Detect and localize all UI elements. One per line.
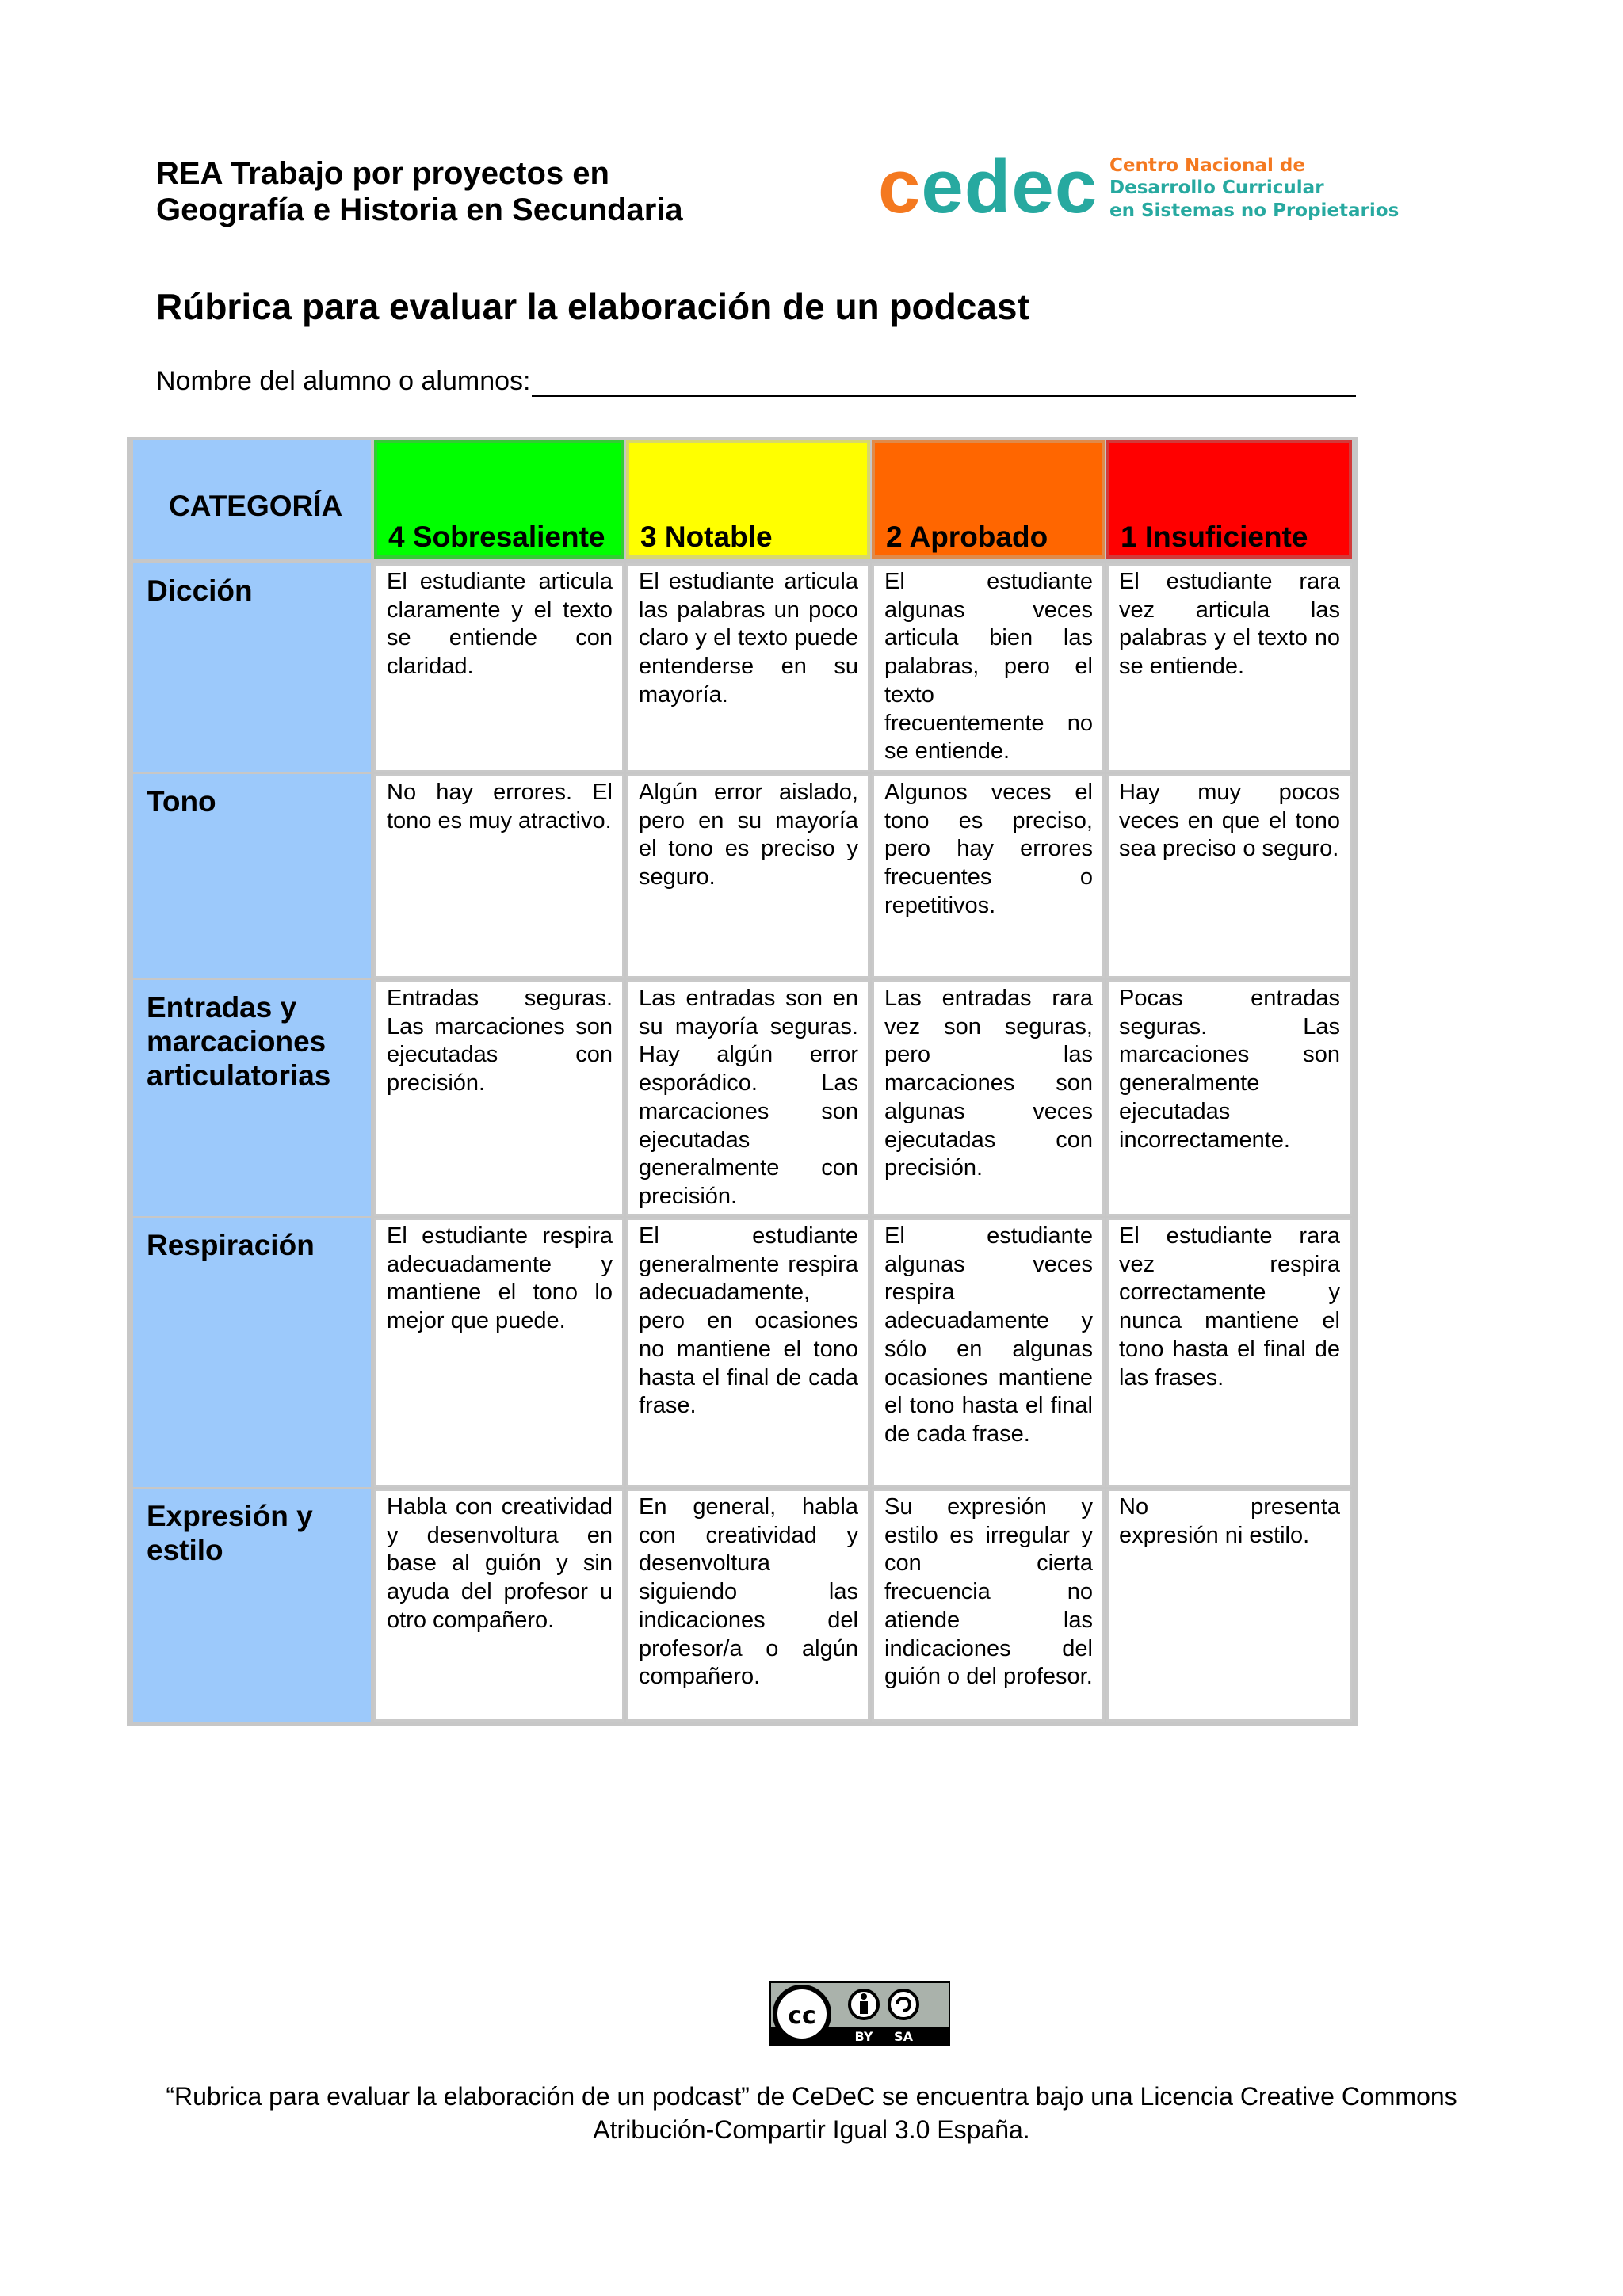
- category-name-cell: Tono: [133, 774, 371, 978]
- criterion-cell: El estudiante generalmente respira adecuadamente, pero en ocasiones no mantiene el tono hasta el final de cada frase.: [626, 1218, 870, 1487]
- criterion-cell: Habla con creatividad y desenvoltura en base al guión y sin ayuda del profesor u otro compañero.: [374, 1489, 624, 1722]
- category-header-cell: [133, 440, 371, 559]
- license-statement: “Rubrica para evaluar la elaboración de un podcast” de CeDeC se encuentra bajo una Licencia Creative Commons Atribución-Compartir Igual 3.0 España.: [166, 2082, 1457, 2144]
- cedec-logo: [878, 144, 1400, 229]
- criterion-cell: El estudiante respira adecuadamente y mantiene el tono lo mejor que puede.: [374, 1218, 624, 1487]
- svg-text:cc: cc: [788, 2002, 816, 2030]
- student-name-blank-line: [532, 368, 1356, 397]
- criterion-cell: Las entradas rara vez son seguras, pero las marcaciones son algunas veces ejecutadas con precisión.: [872, 980, 1105, 1216]
- criterion-cell: El estudiante algunas veces articula bien las palabras, pero el texto frecuentemente no se entiende.: [872, 563, 1105, 772]
- rubric-table: [127, 437, 1358, 1726]
- criterion-cell: No presenta expresión ni estilo.: [1106, 1489, 1352, 1722]
- cc-by-sa-badge: [770, 1982, 949, 2046]
- criterion-cell: En general, habla con creatividad y desenvoltura siguiendo las indicaciones del profesor/a o algún compañero.: [626, 1489, 870, 1722]
- logo-letter-c: c: [878, 144, 922, 229]
- criterion-cell: No hay errores. El tono es muy atractivo.: [374, 774, 624, 978]
- level-header-label: 3 Notable: [640, 521, 773, 553]
- criterion-cell: El estudiante rara vez articula las palabras y el texto no se entiende.: [1106, 563, 1352, 772]
- category-name-cell: Entradas y marcaciones articulatorias: [133, 980, 371, 1216]
- logo-letters-edec: edec: [921, 144, 1098, 229]
- criterion-cell: Algún error aislado, pero en su mayoría el tono es preciso y seguro.: [626, 774, 870, 978]
- category-header-label: CATEGORÍA: [169, 490, 343, 522]
- level-header-label: 1 Insuficiente: [1121, 521, 1308, 553]
- level-header-2: [626, 440, 870, 559]
- cedec-logo-wordmark: [878, 144, 1098, 229]
- course-title-line-1: REA Trabajo por proyectos en: [156, 156, 609, 191]
- svg-text:SA: SA: [894, 2029, 913, 2044]
- logo-sub-2: Desarrollo Curricular: [1109, 177, 1324, 198]
- category-name-cell: Dicción: [133, 563, 371, 772]
- criterion-cell: Hay muy pocos veces en que el tono sea preciso o seguro.: [1106, 774, 1352, 978]
- criterion-cell: Entradas seguras. Las marcaciones son ejecutadas con precisión.: [374, 980, 624, 1216]
- logo-sub-3: en Sistemas no Propietarios: [1109, 200, 1400, 221]
- svg-text:BY: BY: [854, 2029, 873, 2044]
- level-header-3: [872, 440, 1105, 559]
- criterion-cell: El estudiante articula claramente y el texto se entiende con claridad.: [374, 563, 624, 772]
- criterion-cell: Pocas entradas seguras. Las marcaciones son generalmente ejecutadas incorrectamente.: [1106, 980, 1352, 1216]
- level-header-label: 2 Aprobado: [886, 521, 1048, 553]
- logo-sub-1: Centro Nacional de: [1109, 155, 1305, 176]
- category-name-cell: Respiración: [133, 1218, 371, 1487]
- course-title-line-2: Geografía e Historia en Secundaria: [156, 193, 683, 227]
- page-title: Rúbrica para evaluar la elaboración de un podcast: [156, 286, 1029, 327]
- category-name-cell: Expresión y estilo: [133, 1489, 371, 1722]
- share-alike-icon: [889, 1990, 918, 2019]
- level-header-4: [1106, 440, 1352, 559]
- criterion-cell: Las entradas son en su mayoría seguras. Hay algún error esporádico. Las marcaciones son ejecutadas generalmente con precisión.: [626, 980, 870, 1216]
- course-title: [156, 155, 683, 228]
- student-name-label: Nombre del alumno o alumnos:: [156, 366, 531, 396]
- level-header-label: 4 Sobresaliente: [388, 521, 605, 553]
- criterion-cell: El estudiante articula las palabras un poco claro y el texto puede entenderse en su mayoría.: [626, 563, 870, 772]
- student-name-field: [156, 366, 1356, 397]
- criterion-cell: El estudiante algunas veces respira adecuadamente y sólo en algunas ocasiones mantiene el tono hasta el final de cada frase.: [872, 1218, 1105, 1487]
- criterion-cell: El estudiante rara vez respira correctamente y nunca mantiene el tono hasta el final de las frases.: [1106, 1218, 1352, 1487]
- criterion-cell: Su expresión y estilo es irregular y con cierta frecuencia no atiende las indicaciones del guión o del profesor.: [872, 1489, 1105, 1722]
- criterion-cell: Algunos veces el tono es preciso, pero hay errores frecuentes o repetitivos.: [872, 774, 1105, 978]
- level-header-1: [374, 440, 624, 559]
